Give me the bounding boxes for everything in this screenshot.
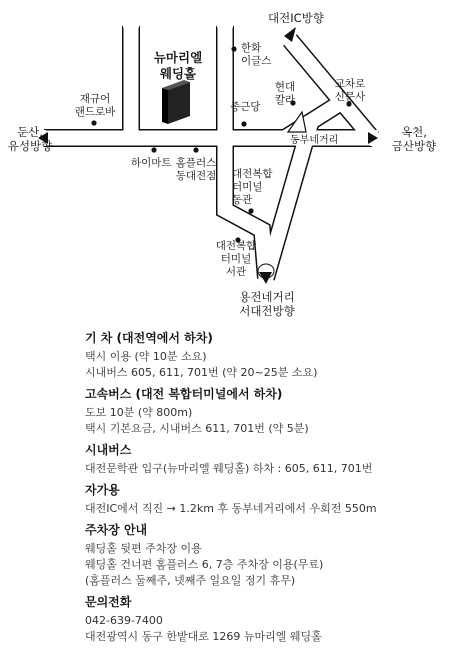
- section-parking: [85, 522, 445, 589]
- dot-jonggeundang: [241, 121, 246, 126]
- section-car: [85, 482, 445, 517]
- direction-yongjeon: 용전네거리 서대전방향: [239, 290, 295, 318]
- dongbu-island: [288, 112, 306, 132]
- section-title: 시내버스: [85, 443, 132, 457]
- dot-homeplus: [193, 147, 198, 152]
- section-title: 주차장 안내: [85, 523, 148, 537]
- section-train: [85, 330, 445, 381]
- section-line: (홈플러스 둘째주, 넷째주 일요일 정기 휴무): [85, 574, 296, 587]
- section-line: 도보 10분 (약 800m): [85, 406, 193, 419]
- section-title: 자가용: [85, 483, 120, 497]
- label-jaeguaer: 재규어 랜드로바: [74, 93, 116, 118]
- address: 대전광역시 동구 한밭대로 1269 뉴마리엘 웨딩홀: [85, 630, 322, 643]
- section-line: 대전문학관 입구(뉴마리엘 웨딩홀) 하차 : 605, 611, 701번: [85, 462, 373, 475]
- section-line: 택시 기본요금, 시내버스 611, 701번 (약 5분): [85, 422, 309, 435]
- section-line: 시내버스 605, 611, 701번 (약 20~25분 소요): [85, 366, 318, 379]
- label-dongbu: 동부네거리: [290, 135, 339, 146]
- direction-okcheon: 옥천, 금산방향: [391, 125, 437, 153]
- section-city-bus: [85, 442, 445, 477]
- section-title: 문의전화: [85, 595, 132, 609]
- label-terminal-dongwan: 대전복합 터미널 동관: [232, 168, 273, 206]
- label-jonggeundang: 종근당: [230, 101, 261, 113]
- label-hanwha: 한화 이글스: [241, 42, 272, 67]
- dot-terminal-dongwan: [248, 208, 253, 213]
- section-title: 기 차 (대전역에서 하차): [85, 331, 213, 345]
- dot-hanwha: [231, 46, 236, 51]
- section-line: 웨딩홀 뒷편 주차장 이용: [85, 542, 202, 555]
- dot-jaeguaer: [91, 120, 96, 125]
- label-gyochaero: 교차로 신문사: [334, 78, 366, 103]
- section-express-bus: [85, 386, 445, 437]
- section-line: 대전IC에서 직진 → 1.2km 후 동부네거리에서 우회전 550m: [85, 502, 377, 515]
- dot-himart: [151, 147, 156, 152]
- building-label: 뉴마리엘 웨딩홀: [153, 50, 203, 81]
- section-title: 고속버스 (대전 복합터미널에서 하차): [85, 387, 283, 401]
- label-himart: 하이마트: [131, 157, 172, 169]
- phone-number: 042-639-7400: [85, 614, 163, 627]
- directions-info: [85, 330, 445, 650]
- section-line: 택시 이용 (약 10분 소요): [85, 350, 207, 363]
- label-terminal-seogwan: 대전복합 터미널 서관: [215, 240, 257, 278]
- section-contact: [85, 594, 445, 645]
- direction-daejeon-ic: 대전IC방향: [268, 11, 324, 25]
- section-line: 웨딩홀 건너편 홈플러스 6, 7층 주차장 이용(무료): [85, 558, 324, 571]
- direction-dunsan: 둔산, 유성방향: [7, 125, 53, 153]
- label-hyundai: 현대 칼라: [274, 81, 296, 106]
- label-homeplus: 홈플러스 동대전점: [175, 157, 217, 182]
- building-icon: [162, 80, 190, 124]
